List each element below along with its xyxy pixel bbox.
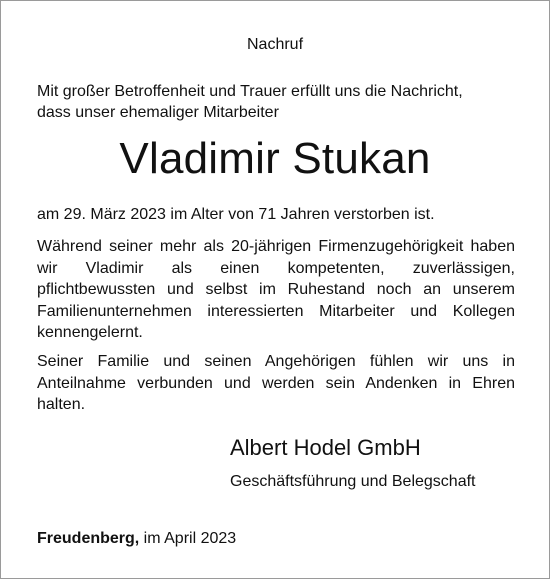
date: im April 2023 — [139, 530, 237, 547]
intro-line: dass unser ehemaliger Mitarbeiter — [37, 104, 279, 121]
condolence-paragraph: Seiner Familie und seinen Angehörigen fühlen wir uns in Anteilnahme verbunden und werden sein Andenken in Ehren halten. — [37, 353, 515, 414]
intro-line: Mit großer Betroffenheit und Trauer erfüllt uns die Nachricht, — [37, 83, 463, 100]
death-date-line: am 29. März 2023 im Alter von 71 Jahren verstorben ist. — [37, 206, 435, 223]
place: Freudenberg, — [37, 530, 140, 547]
notice-heading: Nachruf — [246, 36, 304, 53]
intro-text — [37, 81, 515, 123]
signatories: Geschäftsführung und Belegschaft — [230, 473, 476, 490]
tribute-paragraph: Während seiner mehr als 20-jährigen Firmenzugehörigkeit haben wir Vladimir als einen kompetenten, zuverlässigen, pflichtbewussten und selbst im Ruhestand noch an unserem Familienunternehmen interessierten Mitarbeiter und Kollegen kennengelernt. — [37, 238, 515, 342]
company-name: Albert Hodel GmbH — [230, 435, 421, 460]
place-date-line — [37, 529, 236, 549]
deceased-name: Vladimir Stukan — [119, 134, 431, 183]
